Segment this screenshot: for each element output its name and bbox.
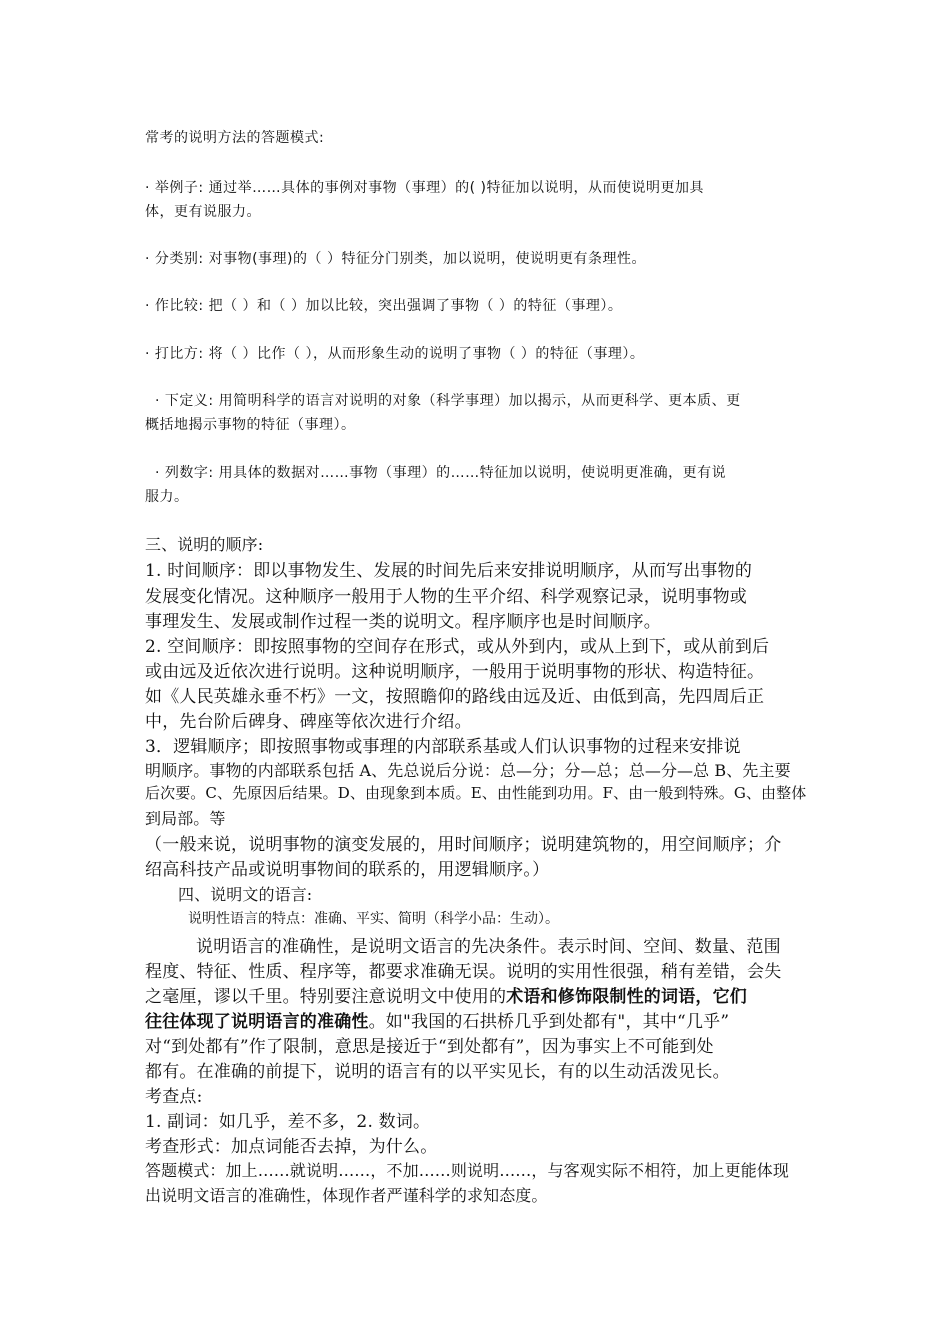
- language-para-line-4: [145, 1007, 729, 1032]
- language-para-line-4-text: 。如"我国的石拱桥几乎到处都有"，其中“几乎”: [368, 1012, 730, 1032]
- order-note-line-2: 绍高科技产品或说明事物间的联系的，用逻辑顺序。）: [145, 860, 550, 880]
- order-time-line-2: 发展变化情况。这种顺序一般用于人物的生平介绍、科学观察记录，说明事物或: [145, 587, 747, 607]
- order-logic-line-2: 明顺序。事物的内部联系包括 A、先总说后分说：总—分；分—总；总—分—总 B、先主要: [145, 761, 791, 780]
- order-space-line-3: 如《人民英雄永垂不朽》一文，按照瞻仰的路线由远及近、由低到高，先四周后正: [145, 687, 765, 707]
- language-para-line-6: 都有。在准确的前提下，说明的语言有的以平实见长，有的以生动活泼见长。: [145, 1062, 730, 1082]
- language-para-line-2: 程度、特征、性质、程序等，都要求准确无误。说明的实用性很强，稍有差错，会失: [145, 962, 782, 982]
- method-analogy: · 打比方: 将（ ）比作（ ），从而形象生动的说明了事物（ ）的特征（事理）。: [145, 346, 645, 362]
- exam-mode-line-1: 答题模式：加上……就说明……，不加……则说明……，与客观实际不相符，加上更能体现: [145, 1161, 790, 1180]
- exam-form: 考查形式：加点词能否去掉，为什么。: [145, 1137, 438, 1157]
- language-para-line-3: [145, 982, 747, 1007]
- language-title: 四、说明文的语言:: [178, 885, 313, 904]
- order-time-line-3: 事理发生、发展或制作过程一类的说明文。程序顺序也是时间顺序。: [145, 612, 661, 632]
- method-classify: · 分类别: 对事物(事理)的（ ）特征分门别类，加以说明，使说明更有条理性。: [145, 251, 646, 267]
- order-logic-line-3: 后次要。C、先原因后结果。D、由现象到本质。E、由性能到功用。F、由一般到特殊。G、由整体: [145, 784, 807, 802]
- language-para-line-5: 对“到处都有”作了限制，意思是接近于“到处都有”，因为事实上不可能到处: [145, 1037, 714, 1057]
- language-para-line-1: 说明语言的准确性，是说明文语言的先决条件。表示时间、空间、数量、范围: [196, 937, 781, 957]
- method-define-line-2: 概括地揭示事物的特征（事理）。: [145, 417, 356, 433]
- order-logic-line-4: 到局部。等: [145, 809, 226, 828]
- order-time-line-1: 1. 时间顺序：即以事物发生、发展的时间先后来安排说明顺序，从而写出事物的: [145, 561, 753, 581]
- language-features: 说明性语言的特点：准确、平实、简明（科学小品：生动）。: [188, 911, 559, 927]
- language-para-line-3-bold: 术语和修饰限制性的词语，它们: [506, 987, 748, 1007]
- exam-points: 1. 副词：如几乎，差不多，2. 数词。: [145, 1112, 431, 1132]
- language-para-line-3-text: 之毫厘，谬以千里。特别要注意说明文中使用的: [145, 987, 507, 1007]
- order-title: 三、说明的顺序:: [145, 535, 264, 554]
- method-numbers-line-1: · 列数字: 用具体的数据对……事物（事理）的……特征加以说明，使说明更准确，更有说: [155, 465, 727, 481]
- method-example-line-2: 体，更有说服力。: [145, 204, 261, 220]
- section-heading: 常考的说明方法的答题模式:: [145, 130, 325, 146]
- order-space-line-4: 中，先台阶后碑身、碑座等依次进行介绍。: [145, 712, 472, 732]
- method-numbers-line-2: 服力。: [145, 489, 189, 505]
- method-example-line-1: · 举例子: 通过举……具体的事例对事物（事理）的( )特征加以说明，从而使说明更加具: [145, 180, 704, 196]
- order-note-line-1: （一般来说，说明事物的演变发展的，用时间顺序；说明建筑物的，用空间顺序；介: [145, 835, 782, 855]
- exam-points-label: 考查点:: [145, 1087, 203, 1107]
- order-logic-line-1: 3．逻辑顺序；即按照事物或事理的内部联系基或人们认识事物的过程来安排说: [145, 737, 741, 757]
- method-compare: · 作比较: 把（ ）和（ ）加以比较，突出强调了事物（ ）的特征（事理）。: [145, 298, 623, 314]
- order-space-line-1: 2. 空间顺序：即按照事物的空间存在形式，或从外到内，或从上到下，或从前到后: [145, 637, 770, 657]
- order-space-line-2: 或由远及近依次进行说明。这种说明顺序，一般用于说明事物的形状、构造特征。: [145, 662, 765, 682]
- method-define-line-1: · 下定义: 用简明科学的语言对说明的对象（科学事理）加以揭示，从而更科学、更本质、更: [155, 393, 741, 409]
- exam-mode-line-2: 出说明文语言的准确性，体现作者严谨科学的求知态度。: [145, 1186, 548, 1205]
- language-para-line-4-bold: 往往体现了说明语言的准确性: [145, 1012, 369, 1032]
